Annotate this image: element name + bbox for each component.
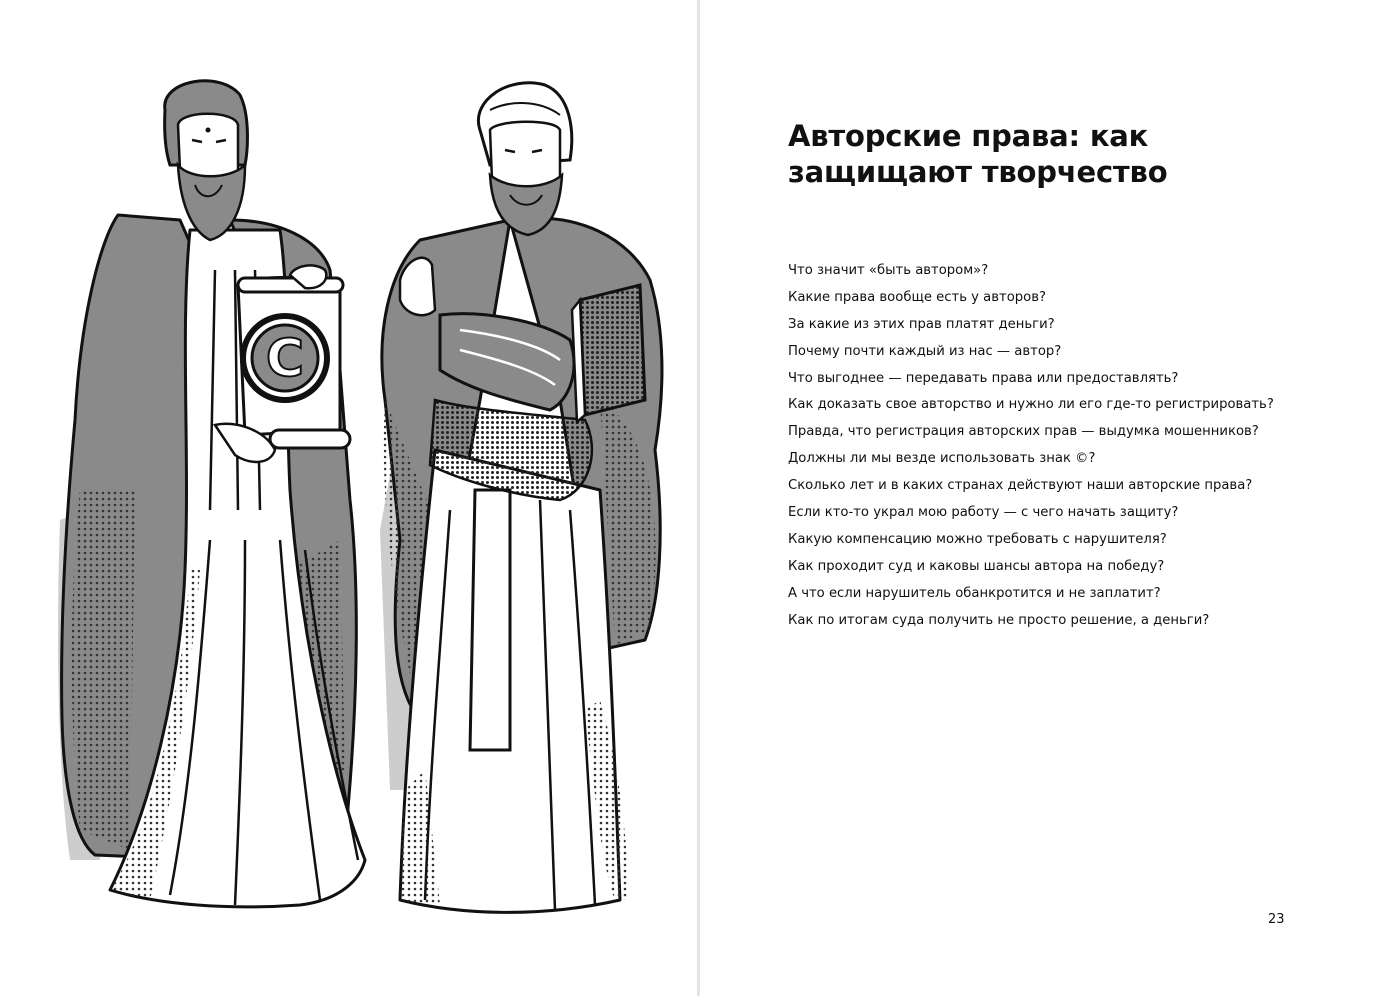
question-item: Почему почти каждый из нас — автор? (788, 343, 1062, 359)
question-item: Как по итогам суда получить не просто решение, а деньги? (788, 612, 1210, 628)
question-item: Правда, что регистрация авторских прав — выдумка мошенников? (788, 424, 1259, 440)
question-item: Что выгоднее — передавать права или предоставлять? (788, 370, 1179, 386)
copyright-symbol: C (265, 329, 305, 389)
question-item: Как проходит суд и каковы шансы автора на победу? (788, 558, 1165, 574)
question-item: Какие права вообще есть у авторов? (788, 289, 1046, 305)
question-list (788, 258, 1274, 634)
question-item: Если кто-то украл мою работу — с чего начать защиту? (788, 505, 1179, 521)
right-saint (382, 83, 662, 913)
chapter-title-line-1: Авторские права: как (788, 119, 1149, 153)
question-item: Что значит «быть автором»? (788, 263, 989, 278)
question-item: За какие из этих прав платят деньги? (788, 316, 1055, 332)
question-item: Какую компенсацию можно требовать с нарушителя? (788, 531, 1167, 547)
saints-illustration (40, 70, 680, 940)
question-item: А что если нарушитель обанкротится и не заплатит? (788, 585, 1161, 601)
question-item: Как доказать свое авторство и нужно ли его где-то регистрировать? (788, 397, 1274, 413)
chapter-title (788, 118, 1348, 190)
page-number: 23 (1268, 912, 1285, 927)
left-saint (62, 81, 365, 907)
question-item: Должны ли мы везде использовать знак ©? (788, 451, 1096, 467)
right-page (700, 0, 1391, 996)
question-item: Сколько лет и в каких странах действуют наши авторские права? (788, 478, 1253, 494)
chapter-title-line-2: защищают творчество (788, 155, 1168, 189)
